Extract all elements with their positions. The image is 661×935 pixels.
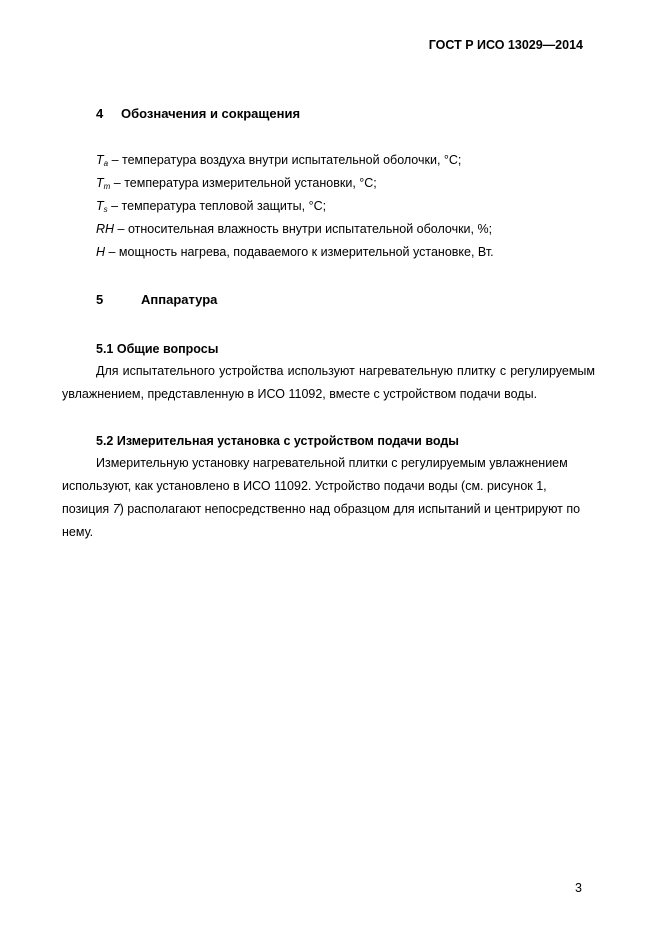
section-4-heading [96, 106, 300, 121]
section-5-number: 5 [96, 292, 104, 307]
term-rh [96, 222, 492, 236]
subsection-5-2-text [62, 452, 595, 544]
term-ta [96, 153, 461, 168]
section-4-number: 4 [96, 106, 104, 121]
term-symbol: H [96, 245, 106, 259]
term-symbol: RH [96, 222, 115, 236]
section-5-title: Аппаратура [141, 292, 218, 307]
term-definition: – температура воздуха внутри испытательной оболочки, °С; [108, 153, 462, 167]
paragraph-text: ) располагают непосредственно над образцом для испытаний и центрируют по нему. [62, 502, 581, 539]
term-h [96, 245, 494, 259]
figure-position-ref: 7 [112, 502, 120, 516]
section-4-title: Обозначения и сокращения [121, 106, 301, 121]
section-5-heading [96, 292, 217, 307]
subsection-5-1-heading: 5.1 Общие вопросы [96, 342, 219, 356]
page-number: 3 [575, 881, 582, 895]
term-definition: – температура тепловой защиты, °С; [107, 199, 327, 213]
paragraph-text: Измерительную установку нагревательной плитки с регулируемым увлажнением используют, как установлено в ИСО 11092. Устройство подачи воды (см. рисунок 1, позиция [62, 456, 568, 516]
subsection-5-1-text: Для испытательного устройства используют нагревательную плитку с регулируемым увлажнением, представленную в ИСО 11092, вместе с устройством подачи воды. [62, 364, 595, 401]
term-symbol: T [96, 153, 104, 167]
term-tm [96, 176, 377, 191]
document-header: ГОСТ Р ИСО 13029—2014 [428, 38, 583, 52]
term-ts [96, 199, 326, 214]
term-definition: – относительная влажность внутри испытательной оболочки, %; [114, 222, 493, 236]
term-symbol: T [96, 199, 104, 213]
term-symbol: T [96, 176, 104, 190]
term-definition: – температура измерительной установки, °С; [110, 176, 377, 190]
term-subscript: a [103, 159, 109, 168]
term-subscript: s [103, 205, 108, 214]
subsection-5-2-heading: 5.2 Измерительная установка с устройством подачи воды [96, 434, 459, 448]
term-definition: – мощность нагрева, подаваемого к измерительной установке, Вт. [105, 245, 494, 259]
term-subscript: m [103, 182, 111, 191]
